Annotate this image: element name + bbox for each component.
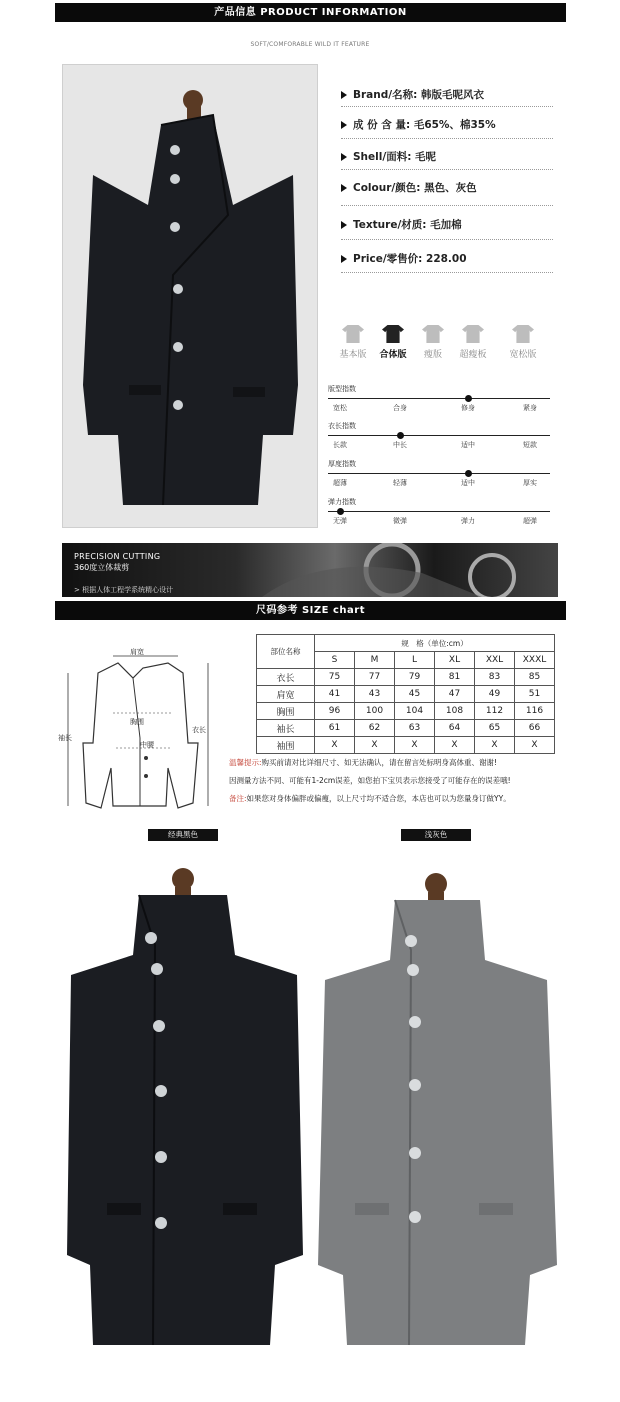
divider [341,106,553,107]
table-cell: 85 [515,669,555,686]
arrow-icon [341,121,347,129]
gray-coat-photo [315,870,560,1350]
garment-measurement-diagram [58,648,226,823]
table-cell: 96 [315,703,355,720]
arrow-icon [341,153,347,161]
label-length: 衣长 [192,726,206,734]
divider [341,205,553,206]
scale-option: 短款 [523,441,537,449]
arrow-icon [341,221,347,229]
table-row [257,686,555,703]
table-cell: 51 [515,686,555,703]
scale-line [328,435,550,436]
divider [341,239,553,240]
product-info-header: 产品信息 PRODUCT INFORMATION [55,3,566,22]
info-shell: Shell/面料: 毛呢 [341,149,436,164]
row-name: 肩宽 [257,686,315,703]
row-name: 袖长 [257,720,315,737]
scale-marker [397,432,404,439]
size-header: M [355,652,395,669]
note-tip: 温馨提示:购买前请对比详细尺寸、如无法确认，请在留言处标明身高体重、谢谢! [229,758,498,767]
label-gray: 浅灰色 [401,829,471,841]
table-row [257,703,555,720]
product-photo [62,64,318,528]
scale-option: 轻薄 [393,479,407,487]
banner-title: PRECISION CUTTING [74,552,161,561]
table-cell: 66 [515,720,555,737]
table-cell: 75 [315,669,355,686]
table-cell: 77 [355,669,395,686]
table-spec-header: 规 格（单位:cm） [315,635,555,652]
banner-subtitle: 360度立体裁剪 [74,563,130,572]
label-waist: 中腰 [140,741,154,749]
scale-option: 微弹 [393,517,407,525]
table-cell: 43 [355,686,395,703]
table-row [257,669,555,686]
table-corner: 部位名称 [257,635,315,669]
table-cell: 65 [475,720,515,737]
scale-title: 版型指数 [328,385,356,393]
scale-line [328,398,550,399]
size-header: XXXL [515,652,555,669]
label-chest: 胸围 [130,718,144,726]
fit-type-selector [333,325,553,365]
label-sleeve: 袖长 [58,734,72,742]
scale-option: 修身 [461,404,475,412]
arrow-icon [341,255,347,263]
tagline: SOFT/COMFORABLE WILD IT FEATURE [250,41,370,48]
table-cell: 47 [435,686,475,703]
scale-marker [337,508,344,515]
shirt-icon [462,325,484,343]
scale-1 [328,421,550,459]
shirt-icon [342,325,364,343]
scale-2 [328,459,550,497]
row-name: 胸围 [257,703,315,720]
scale-title: 厚度指数 [328,460,356,468]
scale-option: 厚实 [523,479,537,487]
info-texture: Texture/材质: 毛加棉 [341,217,462,232]
scale-option: 适中 [461,441,475,449]
scale-line [328,473,550,474]
precision-cutting-banner [62,543,558,597]
note-remark: 备注:如果您对身体偏胖或偏瘦，以上尺寸均不适合您，本店也可以为您量身订做YY。 [229,794,511,803]
table-cell: X [355,737,395,754]
table-cell: 100 [355,703,395,720]
table-cell: 64 [435,720,475,737]
scale-option: 弹力 [461,517,475,525]
table-cell: 63 [395,720,435,737]
row-name: 袖围 [257,737,315,754]
table-cell: 116 [515,703,555,720]
table-cell: 104 [395,703,435,720]
scale-line [328,511,550,512]
table-cell: 83 [475,669,515,686]
size-header: S [315,652,355,669]
table-cell: 61 [315,720,355,737]
info-composition: 成 份 含 量: 毛65%、棉35% [341,117,496,132]
scale-option: 宽松 [333,404,347,412]
table-cell: 45 [395,686,435,703]
table-cell: 41 [315,686,355,703]
scale-option: 紧身 [523,404,537,412]
shirt-icon [422,325,444,343]
scale-0 [328,384,550,422]
scale-title: 衣长指数 [328,422,356,430]
fit-regular: 合体版 [373,325,413,360]
shirt-icon [382,325,404,343]
info-brand: Brand/名称: 韩版毛呢风衣 [341,87,484,102]
scale-title: 弹力指数 [328,498,356,506]
info-price: Price/零售价: 228.00 [341,251,467,266]
scale-option: 合身 [393,404,407,412]
table-cell: 62 [355,720,395,737]
size-header: XL [435,652,475,669]
fit-basic: 基本版 [333,325,373,360]
scale-option: 长款 [333,441,347,449]
fit-slim: 瘦版 [413,325,453,360]
table-cell: X [395,737,435,754]
size-table [256,634,555,754]
row-name: 衣长 [257,669,315,686]
black-coat-photo [65,865,305,1350]
divider [341,138,553,139]
label-shoulder: 肩宽 [130,648,144,656]
table-cell: 79 [395,669,435,686]
scale-marker [465,395,472,402]
black-coat-image [63,65,318,528]
divider [341,169,553,170]
table-cell: 81 [435,669,475,686]
table-row [257,720,555,737]
size-chart-header: 尺码参考 SIZE chart [55,601,566,620]
scale-option: 适中 [461,479,475,487]
table-cell: X [515,737,555,754]
shirt-icon [512,325,534,343]
scale-3 [328,497,550,535]
scale-marker [465,470,472,477]
table-row [257,737,555,754]
scale-option: 无弹 [333,517,347,525]
scale-option: 超薄 [333,479,347,487]
table-cell: X [475,737,515,754]
note-measure: 因测量方法不同、可能有1-2cm误差，如您拍下宝贝表示您接受了可能存在的误差哦! [229,776,511,785]
arrow-icon [341,91,347,99]
label-black: 经典黑色 [148,829,218,841]
arrow-icon [341,184,347,192]
table-cell: X [435,737,475,754]
fit-super-slim: 超瘦板 [453,325,493,360]
scale-option: 中长 [393,441,407,449]
fit-loose: 宽松版 [503,325,543,360]
table-cell: X [315,737,355,754]
size-header: L [395,652,435,669]
table-cell: 49 [475,686,515,703]
scale-option: 超弹 [523,517,537,525]
size-header: XXL [475,652,515,669]
table-cell: 112 [475,703,515,720]
banner-caption: > 根据人体工程学系统精心设计 [74,586,174,594]
table-cell: 108 [435,703,475,720]
info-colour: Colour/颜色: 黑色、灰色 [341,180,477,195]
divider [341,272,553,273]
